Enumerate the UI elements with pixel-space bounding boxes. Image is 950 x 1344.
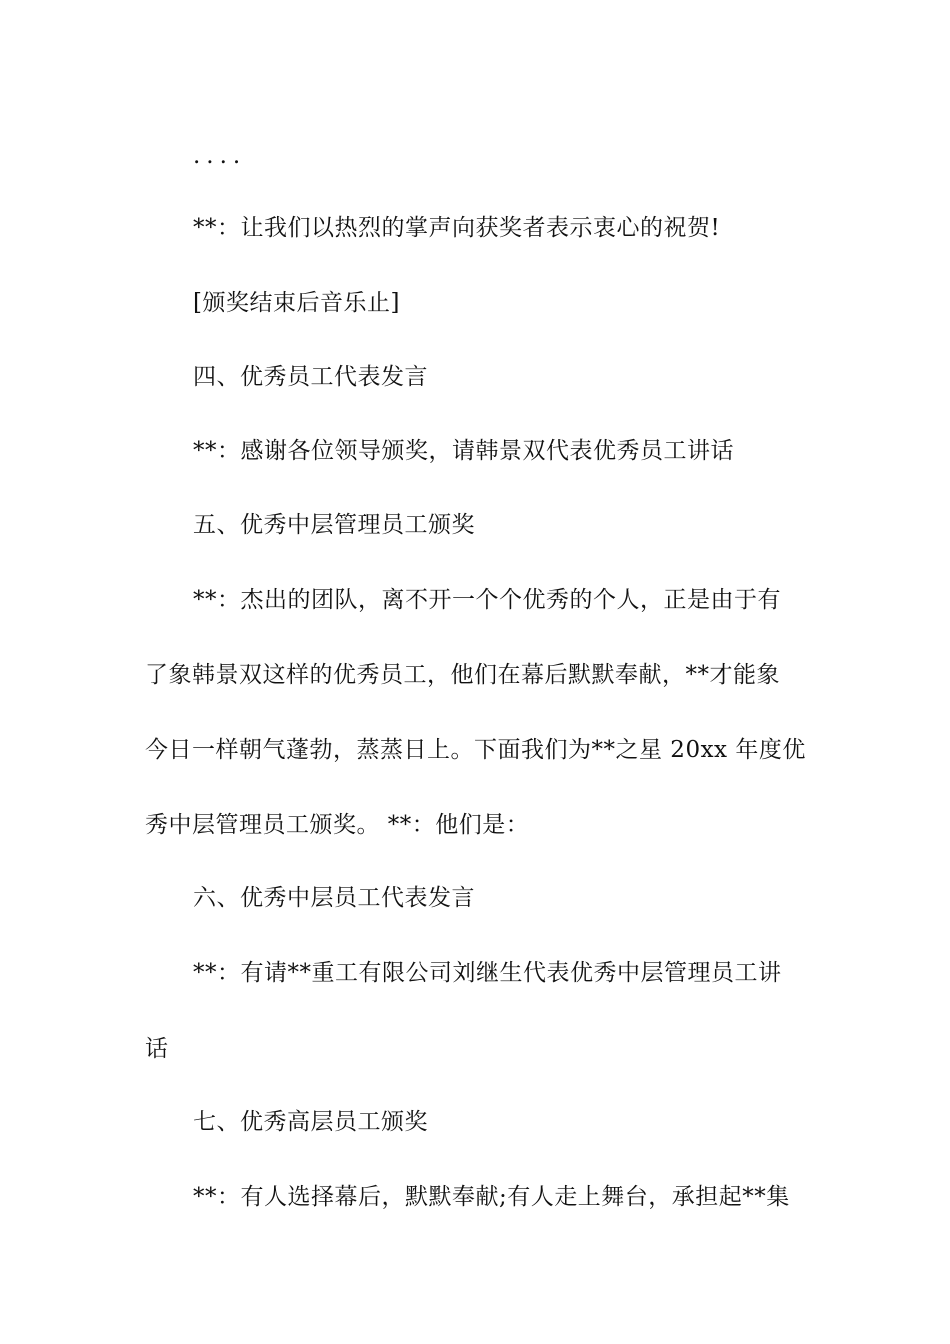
paragraph-line: **：有人选择幕后，默默奉献;有人走上舞台，承担起**集 — [193, 1184, 790, 1210]
paragraph-line: **：让我们以热烈的掌声向获奖者表示衷心的祝贺! — [193, 215, 721, 241]
paragraph-line: 话 — [145, 1036, 169, 1062]
stage-direction: [颁奖结束后音乐止] — [193, 290, 400, 316]
paragraph-line: 今日一样朝气蓬勃，蒸蒸日上。下面我们为**之星 20xx 年度优 — [145, 737, 806, 763]
section-heading: 四、优秀员工代表发言 — [193, 364, 428, 390]
paragraph-line: **：感谢各位领导颁奖，请韩景双代表优秀员工讲话 — [193, 438, 734, 464]
paragraph-line: 了象韩景双这样的优秀员工，他们在幕后默默奉献，**才能象 — [145, 662, 780, 688]
paragraph-line: **：杰出的团队，离不开一个个优秀的个人，正是由于有 — [193, 587, 781, 613]
ellipsis-line: .... — [193, 143, 247, 169]
paragraph-line: 秀中层管理员工颁奖。 **：他们是： — [145, 812, 530, 838]
paragraph-line: **：有请**重工有限公司刘继生代表优秀中层管理员工讲 — [193, 960, 782, 986]
section-heading: 六、优秀中层员工代表发言 — [193, 885, 475, 911]
section-heading: 五、优秀中层管理员工颁奖 — [193, 512, 475, 538]
section-heading: 七、优秀高层员工颁奖 — [193, 1109, 428, 1135]
